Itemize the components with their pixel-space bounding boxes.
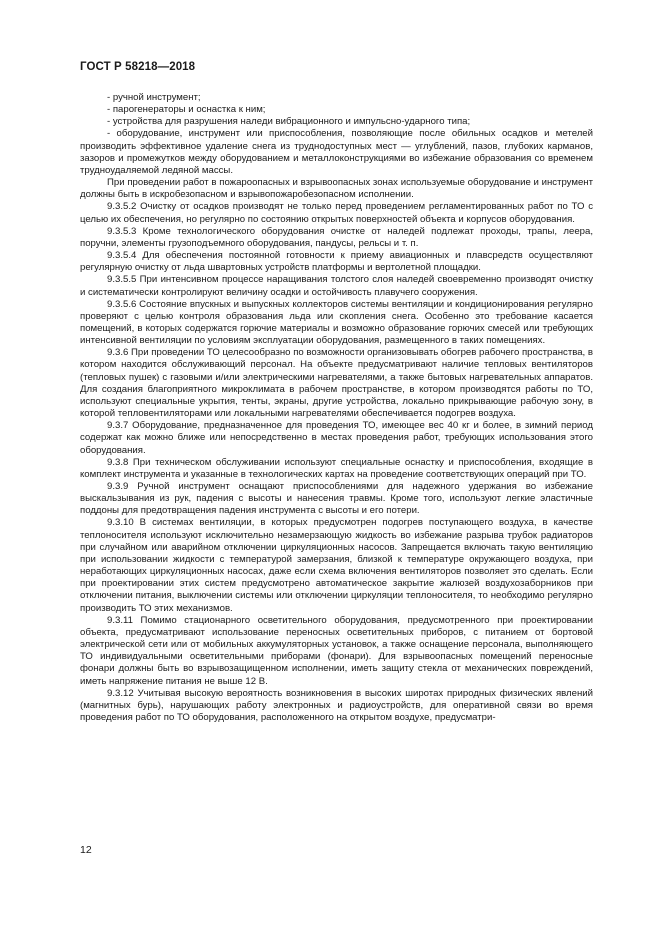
paragraph: 9.3.5.4 Для обеспечения постоянной готовности к приему авиационных и плавсредств осуществляют регулярную очистку от льда швартовных устройств платформы и вертолетной площадки. xyxy=(80,250,593,274)
paragraph: При проведении работ в пожароопасных и взрывоопасных зонах используемые оборудование и инструмент должны быть в искробезопасном и взрывопожаробезопасном исполнении. xyxy=(80,177,593,201)
paragraph: 9.3.12 Учитывая высокую вероятность возникновения в высоких широтах природных физических явлений (магнитных бурь), нарушающих работу электронных и радиоустройств, для оперативной связи во время проведения работ по ТО оборудования, расположенного на открытом воздухе, предусматри- xyxy=(80,687,593,723)
paragraph: 9.3.10 В системах вентиляции, в которых предусмотрен подогрев поступающего воздуха, в качестве теплоносителя используют исключительно незамерзающую жидкость во избежание разрыва трубок радиаторов при случайном или аварийном отключении циркуляционных насосов. Запрещается включать такую вентиляцию при использовании жидкости с температурой замерзания, близкой к температуре окружающего воздуха, при неработающих циркуляционных насосах, даже если схема включения вентиляторов позволяет это сделать. Если при проектировании этих систем предусмотрено автоматическое закрытие жалюзей воздухозаборников при отключении питания, выключении системы или отключении циркуляции теплоносителя, то необходимо регулярно производить ТО этих механизмов. xyxy=(80,517,593,614)
list-item: - ручной инструмент; xyxy=(107,92,201,103)
paragraph: 9.3.9 Ручной инструмент оснащают приспособлениями для надежного удержания во избежание выскальзывания из рук, падения с высоты и нанесения травмы. Кроме того, используют легкие эластичные поддоны для предотвращения падения инструмента с высоты и его потери. xyxy=(80,481,593,517)
document-header: ГОСТ Р 58218—2018 xyxy=(80,61,196,73)
paragraph: 9.3.5.2 Очистку от осадков производят не только перед проведением регламентированных работ по ТО с целью их обеспечения, но регулярно по состоянию открытых поверхностей объекта и корпусов оборудования. xyxy=(80,201,593,225)
paragraph: 9.3.7 Оборудование, предназначенное для проведения ТО, имеющее вес 40 кг и более, в зимний период содержат как можно ближе или непосредственно в местах проведения работ, требующих использования этого оборудования. xyxy=(80,420,593,456)
paragraph: 9.3.5.5 При интенсивном процессе наращивания толстого слоя наледей своевременно производят очистку и систематически контролируют величину осадки и остойчивость плавучего сооружения. xyxy=(80,274,593,298)
list-item: - оборудование, инструмент или приспособления, позволяющие после обильных осадков и метелей производить эффективное удаление снега из труднодоступных мест — углублений, пазов, глубоких карманов, зазоров и промежутков между оборудованием и металлоконструкциями во избежание образования со временем трудноудаляемой ледяной массы. xyxy=(80,128,593,176)
paragraph: 9.3.8 При техническом обслуживании используют специальные оснастку и приспособления, входящие в комплект инструмента и указанные в технологических картах на проведение соответствующих операций при ТО. xyxy=(80,456,593,480)
list-item: - устройства для разрушения наледи вибрационного и импульсно-ударного типа; xyxy=(107,116,471,128)
page-number: 12 xyxy=(80,844,92,856)
paragraph: 9.3.5.6 Состояние впускных и выпускных коллекторов системы вентиляции и кондиционирования регулярно проверяют с целью контроля образования льда или скопления снега. Особенно это требование касается помещений, в которых содержатся горючие материалы и возможно образование горючих смесей или требующих интенсивной вентиляции по условиям эксплуатации оборудования, размещенного в таких помещениях. xyxy=(80,298,593,347)
paragraph: 9.3.5.3 Кроме технологического оборудования очистке от наледей подлежат проходы, трапы, леера, поручни, элементы грузоподъемного оборудования, пандусы, рельсы и т. п. xyxy=(80,225,593,249)
paragraph: 9.3.11 Помимо стационарного осветительного оборудования, предусмотренного при проектировании объекта, предусматривают использование переносных осветительных приборов, с питанием от бортовой электрической сети или от мобильных аккумуляторных установок, а также оснащение персонала, выполняющего ТО индивидуальными осветительными приборами (фонари). Для взрывоопасных помещений переносные фонари должны быть во взрывозащищенном исполнении, иметь защиту стекла от механических повреждений, иметь напряжение питания не выше 12 В. xyxy=(80,614,593,687)
list-item: - парогенераторы и оснастка к ним; xyxy=(107,104,266,116)
paragraph: 9.3.6 При проведении ТО целесообразно по возможности организовывать обогрев рабочего пространства, в котором находится обслуживающий персонал. На объекте предусматривают наличие тепловых вентиляторов (тепловых пушек) с газовыми и/или электрическими нагревателями, а также бытовых нагревательных аппаратов. Для создания благоприятного микроклимата в рабочем пространстве, в котором производятся работы по ТО, используют специальные укрытия, тенты, экраны, другие устройства, локально прикрывающие рабочую зону, в которой тепловентиляторами или локальными нагревателями обеспечивается подогрев воздуха. xyxy=(80,347,593,420)
document-body xyxy=(80,92,593,724)
